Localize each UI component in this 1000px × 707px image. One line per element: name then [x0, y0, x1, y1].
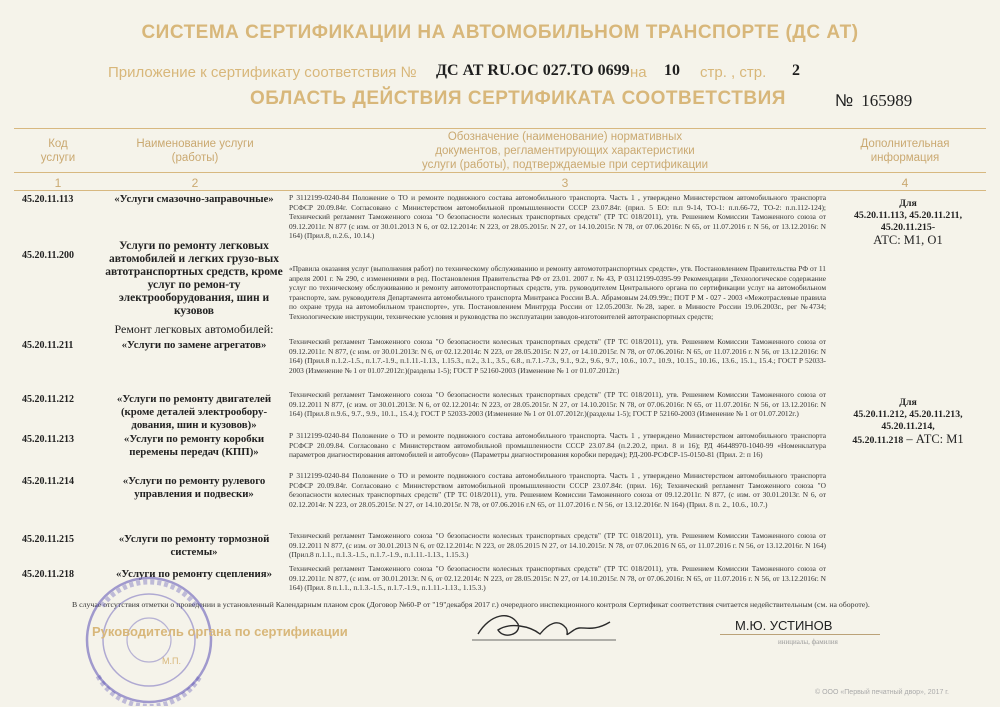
service-docs: Технический регламент Таможенного союза "О безопасности колесных транспортных средств" (ТР ТС 018/2011), утв. Решением Комиссии Таможенного союза от 09.12.2011 N 877, (с изм. от 30.01.2013 N 6, от 02.12.2014г. N 223, от 28.05.2015 N 27, от 14.10.2015г. N 78, от 07.06.2016 N 65, от 11.07.2016 г. N 56, от 13.12.2016г. N 164) (Прил.8 п.1.1., п.1.3.-1.5., п.1.7.-1.9., п.1.11.-1.13., 1.15.3.): [289, 531, 826, 560]
pages-total: 10: [664, 62, 680, 79]
service-name: «Услуги по ремонту коробки перемены передач (КПП)»: [123, 433, 265, 458]
form-number: [835, 91, 912, 111]
header-bottom-rule: [14, 190, 986, 191]
handwritten-signature: [470, 604, 620, 648]
service-code: 45.20.11.214: [22, 476, 74, 487]
service-docs: Технический регламент Таможенного союза "О безопасности колесных транспортных средств" (ТР ТС 018/2011), утв. Решением Комиссии Таможенного союза от 09.12.2011 N 877, (с изм. от 30.01.2013г. N 6, от 02.12.2014г. N 223, от 28.05.2015г. N 27, от 14.10.2015г. N 78, от 07.06.2016г. N 65, от 11.07.2016г. N 56, от 13.12.2016г. N 164) (Прил.8 п.9.6., 9.7., 9.9., 10.1., 15.4.); ГОСТ Р 52033-2003 (Изменение № 1 от 01.07.2012г.)(разделы 1-5); ГОСТ Р 52160-2003 (Изменение № 1 от 01.07.2012г.): [289, 390, 826, 419]
scope-title: ОБЛАСТЬ ДЕЙСТВИЯ СЕРТИФИКАТА СООТВЕТСТВИЯ: [250, 88, 786, 109]
info-codes: 45.20.11.215-: [880, 222, 936, 233]
info-vehicle-category: АТС: М1, О1: [873, 233, 943, 247]
service-name: «Услуги по ремонту сцепления»: [116, 568, 272, 580]
form-number-label: №: [835, 91, 854, 110]
column-header-docs: [330, 130, 800, 172]
system-title: СИСТЕМА СЕРТИФИКАЦИИ НА АВТОМОБИЛЬНОМ ТРАНСПОРТЕ (ДС АТ): [141, 22, 859, 43]
column-number-1: 1: [54, 176, 62, 190]
service-name: «Услуги по ремонту тормозной системы»: [118, 533, 270, 558]
signer-caption: инициалы, фамилия: [778, 638, 838, 646]
signer-name: М.Ю. УСТИНОВ: [735, 618, 833, 633]
service-name: «Услуги по ремонту двигателей (кроме деталей электрообору-дования, шин и кузовов)»: [116, 393, 272, 431]
table-top-rule: [14, 128, 986, 129]
copyright: © ООО «Первый печатный двор», 2017 г.: [815, 689, 949, 696]
service-name: Услуги по ремонту легковых автомобилей и легких грузо-вых автотранспортных средств, кроме услуг по ремон-ту электрооборудования, шин и кузовов: [105, 240, 283, 317]
pages-label: стр. , стр.: [700, 64, 767, 81]
inspection-note: В случае отсутствия отметки о проведении в установленный Календарным планом срок (Договор №60-Р от "19"декабря 2017 г.) очередного инспекционного контроля Сертификат соответствия считается недействительным (см. на обороте).: [72, 600, 870, 609]
certificate-code: ДС АТ RU.ОС 027.ТО 0699: [436, 62, 630, 79]
column-header-name-text: Наименование услуги (работы): [136, 138, 254, 164]
info-codes: 45.20.11.212, 45.20.11.213,: [853, 409, 963, 420]
column-number-4: 4: [901, 176, 909, 190]
service-docs: Технический регламент Таможенного союза "О безопасности колесных транспортных средств" (ТР ТС 018/2011), утв. Решением Комиссии Таможенного союза от 09.12.2011г. N 877, (с изм. от 30.01.2013г. N 6, от 02.12.2014г. N 223, от 28.05.2015г. N 27, от 14.10.2015г. N 78, от 07.06.2016г. N 65, от 11.07.2016 г. N 56, от 13.12.2016г. N 164) (Прил.8 п.1.2.-1.5., п.1.7.-1.9., п.1.11.-1.13., 1.15.3., п.2., 3.1., 3.5., 6.8., п.7.1.-7.3., 9.1., 9.2., 9.6., 9.7., 10.6., 10.7., 10.9., 10.15., 10.16., 13.6., 15.1., 15.4.; ГОСТ Р 52033-2003 (Изменение № 1 от 01.07.2012г.)(разделы 1-5); ГОСТ Р 52160-2003 (Изменение № 1 от 01.07.2012г.): [289, 337, 826, 375]
column-header-info-text: Дополнительная информация: [860, 138, 950, 164]
certification-head-label: Руководитель органа по сертификации: [92, 624, 348, 639]
column-header-name: [110, 137, 280, 165]
service-docs: Р 3112199-0240-84 Положение о ТО и ремонте подвижного состава автомобильного транспорта. Часть 1 , утверждено Министерством автомобильного транспорта РСФСР 20.09.84г. Согласовано с Министерством автомобильной промышленности СССР 23.07.84г. (прил. 5 ЕО: п.п 9-14, ТО-1: п.п.66-72, ТО-2: п.п.112-124); Технический регламент Таможенного союза "О безопасности колесных транспортных средств" (ТР ТС 018/2011), утв. Решением Комиссии Таможенного союза от 09.12.2011г. N 877 (с изм. от 30.01.2013 N 6, от 02.12.2014г. N 223, от 28.05.2015г. N 27, от 14.10.2015г. N 78, от 07.06.2016г. N 65, от 11.07.2016 г. N 56, от 13.12.2016г. N 164) (Прил.8, п.2.6., 10.14.): [289, 193, 826, 241]
service-code: 45.20.11.211: [22, 340, 74, 351]
service-docs: «Правила оказания услуг (выполнения работ) по техническому обслуживанию и ремонту автомототранспортных средств», утв. Постановлением Правительства РФ от 11 апреля 2001 г. № 290, с изменениями в ред. Постановления Правительства РФ от 23.01. 2007 г. № 43, Р 03112199-0395-99 Рекомендации „Технологическое содержание услуг по техническому обслуживанию и ремонту автомототранспортных средств, утв. руководителем Центрального органа по сертификации услуг на автомобильном транспорте, зам. руководителя Департамента автомобильного транспорта Минтранса России В.А. Абрамовым 24.09.99г.; ПОТ Р М - 027 - 2003 «Межотраслевые правила по охране труда на автомобильном транспорте», утв. Постановлением Минтруда России от 12.05.2003г. №28, зарег. в Минюсте России 19.06.2003г., рег №4734; Технологические инструкции, технические условия и руководства по эксплуатации заводов-изготовителей автотранспортных средств;: [289, 264, 826, 321]
column-number-2: 2: [191, 176, 199, 190]
service-subheading: Ремонт легковых автомобилей:: [114, 322, 274, 336]
service-name: «Услуги по замене агрегатов»: [121, 339, 267, 351]
info-codes: 45.20.11.218: [852, 435, 904, 446]
info-prefix: Для: [899, 397, 917, 408]
info-prefix: Для: [899, 198, 917, 209]
service-code: 45.20.11.212: [22, 394, 74, 405]
service-docs: Р 3112199-0240-84 Положение о ТО и ремонте подвижного состава автомобильного транспорта. Часть 1 , утверждено Министерством автомобильного транспорта РСФСР 20.09.84г. Согласовано с Министерством автомобильной промышленности СССР 23.07.84г. (прил. 16); Технический регламент Таможенного союза "О безопасности колесных транспортных средств" (ТР ТС 018/2011), утв. Решением Комиссии Таможенного союза от 09.12.2011г. N 877, (с изм. от 30.01.2013г. N 6, от 02.12.2014г. N 223, от 28.05.2015г. N 27, от 14.10.2015г. N 78, от 07.06.2016 г.N 65, от 11.07.2016 г. N 56, от 13.12.2016г. N 164) (Прил. 8 п. 2., 10.6., 10.7.): [289, 471, 826, 509]
service-code: 45.20.11.113: [22, 194, 74, 205]
service-docs: Технический регламент Таможенного союза "О безопасности колесных транспортных средств" (ТР ТС 018/2011), утв. Решением Комиссии Таможенного союза от 09.12.2011г. N 877, (с изм. от 30.01.2013г. N 6, от 02.12.2014г. N 223, от 28.05.2015г. N 27, от 14.10.2015г. N 78, от 07.06.2016г. N 65, от 11.07.2016 г. N 56, от 13.12.2016г. N 164) (Прил. 8 п.1.1., п.1.3.-1.5., п.1.7.-1.9., п.1.11.-1.13., 1.15.3.): [289, 564, 826, 593]
appendix-na: на: [630, 64, 647, 81]
seal-placeholder: М.П.: [162, 656, 181, 666]
info-codes: 45.20.11.113, 45.20.11.211,: [853, 210, 963, 221]
column-header-info: [830, 137, 980, 165]
header-mid-rule: [14, 172, 986, 173]
info-codes: 45.20.11.214,: [881, 421, 935, 432]
appendix-label: Приложение к сертификату соответствия №: [108, 64, 417, 81]
service-code: 45.20.11.200: [22, 250, 74, 261]
column-header-code: [28, 137, 88, 165]
appendix-line: [108, 64, 828, 86]
service-code: 45.20.11.215: [22, 534, 74, 545]
page-number: 2: [792, 62, 800, 79]
service-code: 45.20.11.213: [22, 434, 74, 445]
service-name: «Услуги смазочно-заправочные»: [114, 193, 274, 205]
form-number-value: 165989: [861, 91, 913, 110]
service-code: 45.20.11.218: [22, 569, 74, 580]
column-number-3: 3: [561, 176, 569, 190]
column-header-code-text: Код услуги: [40, 138, 76, 164]
column-header-docs-text: Обозначение (наименование) нормативных документов, регламентирующих характеристики услуги (работы), подтверждаемые при сертификации: [421, 131, 709, 171]
info-vehicle-category: – АТС: М1: [903, 432, 964, 446]
info-block-2: [828, 397, 988, 447]
service-name: «Услуги по ремонту рулевого управления и подвески»: [122, 475, 266, 500]
signer-rule: [720, 634, 880, 635]
service-docs: Р 3112199-0240-84 Положение о ТО и ремонте подвижного состава автомобильного транспорта. Часть 1 , утверждено Министерством автомобильного транспорта РСФСР 20.09.84. Согласовано с Министерством автомобильной промышленности СССР 23.07.84 (п.2.20.2, прил. 8 и 16); РД 46448970-1040-99 «Номенклатура параметров диагностирования автомобилей и автобусов» (Параметры диагностирования коробки передач); РД-200-РСФСР-15-0150-81 (Прил. 2: п 16): [289, 431, 826, 460]
info-block-1: [828, 198, 988, 246]
